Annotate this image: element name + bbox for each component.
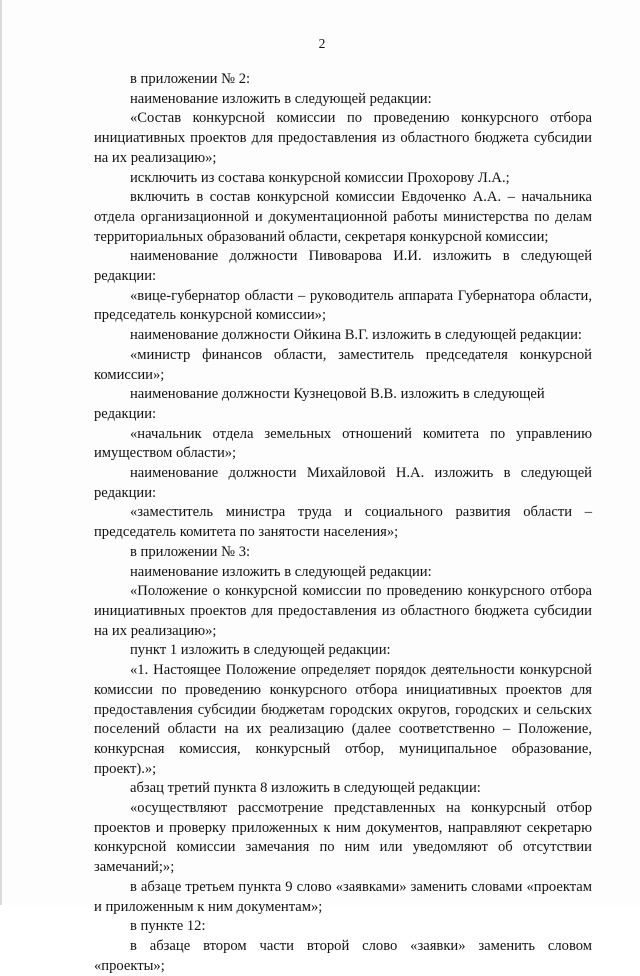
paragraph: «министр финансов области, заместитель председателя конкурсной комиссии»; [94,346,592,383]
paragraph: исключить из состава конкурсной комиссии Прохорову Л.А.; [130,169,510,186]
paragraph: «Положение о конкурсной комиссии по проведению конкурсного отбора инициативных проектов для предоставления из областного бюджета субсидии на их реализацию»; [94,583,592,639]
paragraph: наименование изложить в следующей редакции: [130,563,432,580]
paragraph: «осуществляют рассмотрение представленных на конкурсный отбор проектов и проверку приложенных к ним документов, направляют секретарю конкурсной комиссии замечания по ним или уведомляют об отсутствии замечаний;»; [94,800,592,876]
paragraph: наименование изложить в следующей редакции: [130,90,432,107]
paragraph: пункт 1 изложить в следующей редакции: [130,642,391,659]
paragraph: наименование должности Пивоварова И.И. изложить в следующей редакции: [94,248,592,285]
paragraph: «Состав конкурсной комиссии по проведению конкурсного отбора инициативных проектов для предоставления из областного бюджета субсидии на их реализацию»; [94,110,592,166]
paragraph: в приложении № 3: [130,543,251,560]
paragraph: в пункте 12: [130,918,206,935]
paragraph: наименование должности Михайловой Н.А. изложить в следующей редакции: [94,465,592,501]
page-number: 2 [318,36,326,51]
paragraph: «1. Настоящее Положение определяет порядок деятельности конкурсной комиссии по проведению конкурсного отбора инициативных проектов для предоставления субсидии бюджетам городских округов, городских и сельских поселений области на их реализацию (далее соответственно – Положение, конкурсная комиссия, конкурсный отбор, муниципальное образование, проект).»; [94,662,592,777]
paragraph: «начальник отдела земельных отношений комитета по управлению имуществом области»; [94,425,592,462]
paragraph: «заместитель министра труда и социального развития области – председатель комитета по занятости населения»; [94,504,592,541]
paragraph: включить в состав конкурсной комиссии Евдоченко А.А. – начальника отдела организационной и документационной работы министерства по делам территориальных образований области, секретаря конкурсной комиссии; [94,189,592,245]
document-body [94,70,592,976]
paragraph: в абзаце втором части второй слово «заявки» заменить словом «проекты»; [94,937,592,974]
paragraph: в абзаце третьем пункта 9 слово «заявками» заменить словами «проектам и приложенным к ним документам»; [94,878,592,915]
paragraph: в приложении № 2: [130,71,251,87]
paragraph: абзац третий пункта 8 изложить в следующей редакции: [130,780,481,797]
paragraph: наименование должности Ойкина В.Г. изложить в следующей редакции: [130,327,582,344]
paragraph: «вице-губернатор области – руководитель аппарата Губернатора области, председатель конкурсной комиссии»; [94,287,592,324]
paragraph: наименование должности Кузнецовой В.В. изложить в следующей редакции: [94,386,545,422]
